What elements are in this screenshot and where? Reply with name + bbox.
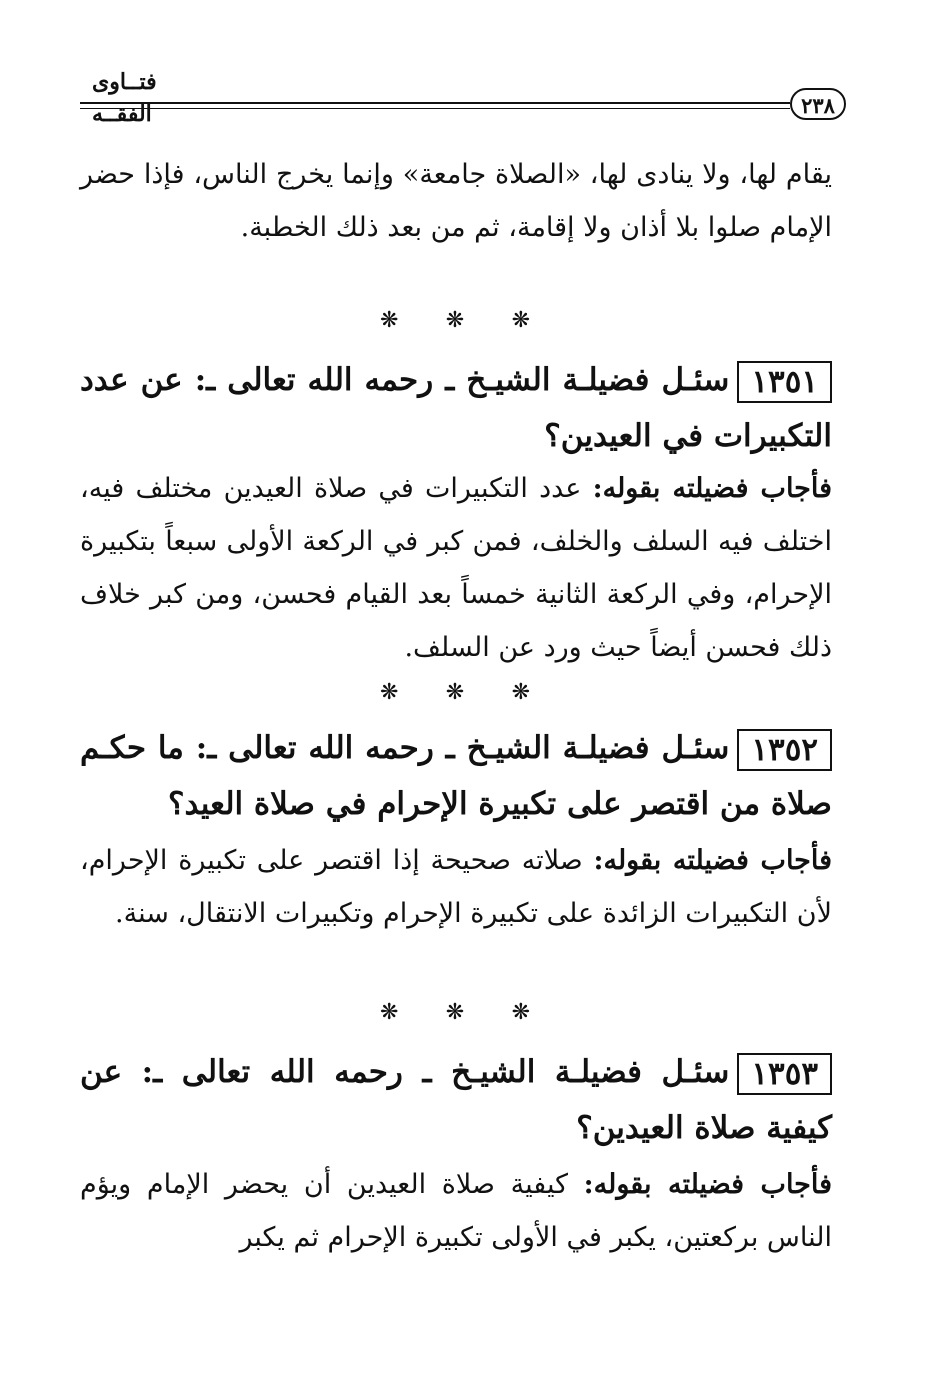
asterism-icon: ❋ bbox=[380, 308, 399, 333]
question-text: سئـل فضيلـة الشيـخ ـ رحمه الله تعالى ـ: ما حكـم صلاة من اقتصر على تكبيرة الإحرام في صلاة العيد؟ bbox=[80, 730, 832, 822]
fatwa-question bbox=[80, 352, 832, 464]
answer-lead: فأجاب فضيلته بقوله: bbox=[593, 845, 832, 876]
fatwa-number-box: ١٣٥٣ bbox=[737, 1053, 832, 1095]
asterism-icon: ❋ bbox=[511, 680, 530, 705]
asterism-icon: ❋ bbox=[511, 308, 530, 333]
answer-text: عدد التكبيرات في صلاة العيدين مختلف فيه، اختلف فيه السلف والخلف، فمن كبر في الركعة الأولى سبعاً بتكبيرة الإحرام، وفي الركعة الثانية خمساً بعد القيام فحسن، ومن كبر خلاف ذلك فحسن أيضاً حيث ورد عن السلف. bbox=[80, 473, 832, 663]
fatwa-answer bbox=[80, 462, 832, 674]
asterism-icon: ❋ bbox=[445, 1000, 465, 1025]
question-text: سئـل فضيلـة الشيـخ ـ رحمه الله تعالى ـ: عن كيفية صلاة العيدين؟ bbox=[80, 1054, 832, 1146]
fatwa-question bbox=[80, 720, 832, 832]
header-rule-thin bbox=[80, 108, 790, 109]
asterism-icon: ❋ bbox=[445, 308, 465, 333]
running-header-title: فتــاوى الفقــه bbox=[92, 69, 157, 127]
fatwa-answer bbox=[80, 834, 832, 940]
section-separator bbox=[380, 998, 530, 1028]
asterism-icon: ❋ bbox=[380, 1000, 399, 1025]
fatwa-number-box: ١٣٥١ bbox=[737, 361, 832, 403]
answer-lead: فأجاب فضيلته بقوله: bbox=[583, 1169, 833, 1200]
section-separator bbox=[380, 306, 530, 336]
section-separator bbox=[380, 678, 530, 708]
intro-paragraph: يقام لها، ولا ينادى لها، «الصلاة جامعة» وإنما يخرج الناس، فإذا حضر الإمام صلوا بلا أذان ولا إقامة، ثم من بعد ذلك الخطبة. bbox=[80, 159, 832, 243]
asterism-icon: ❋ bbox=[380, 680, 399, 705]
question-text: سئـل فضيلـة الشيـخ ـ رحمه الله تعالى ـ: عن عدد التكبيرات في العيدين؟ bbox=[80, 362, 832, 454]
fatwa-question bbox=[80, 1044, 832, 1156]
asterism-icon: ❋ bbox=[511, 1000, 530, 1025]
page-number: ٢٣٨ bbox=[790, 88, 846, 120]
asterism-icon: ❋ bbox=[445, 680, 465, 705]
header-rule bbox=[80, 102, 790, 104]
answer-lead: فأجاب فضيلته بقوله: bbox=[592, 473, 832, 504]
answer-text: كيفية صلاة العيدين أن يحضر الإمام ويؤم الناس بركعتين، يكبر في الأولى تكبيرة الإحرام ثم يكبر bbox=[80, 1169, 832, 1253]
fatwa-number-box: ١٣٥٢ bbox=[737, 729, 832, 771]
fatwa-answer bbox=[80, 1158, 832, 1264]
answer-text: صلاته صحيحة إذا اقتصر على تكبيرة الإحرام، لأن التكبيرات الزائدة على تكبيرة الإحرام وتكبيرات الانتقال، سنة. bbox=[80, 845, 832, 929]
